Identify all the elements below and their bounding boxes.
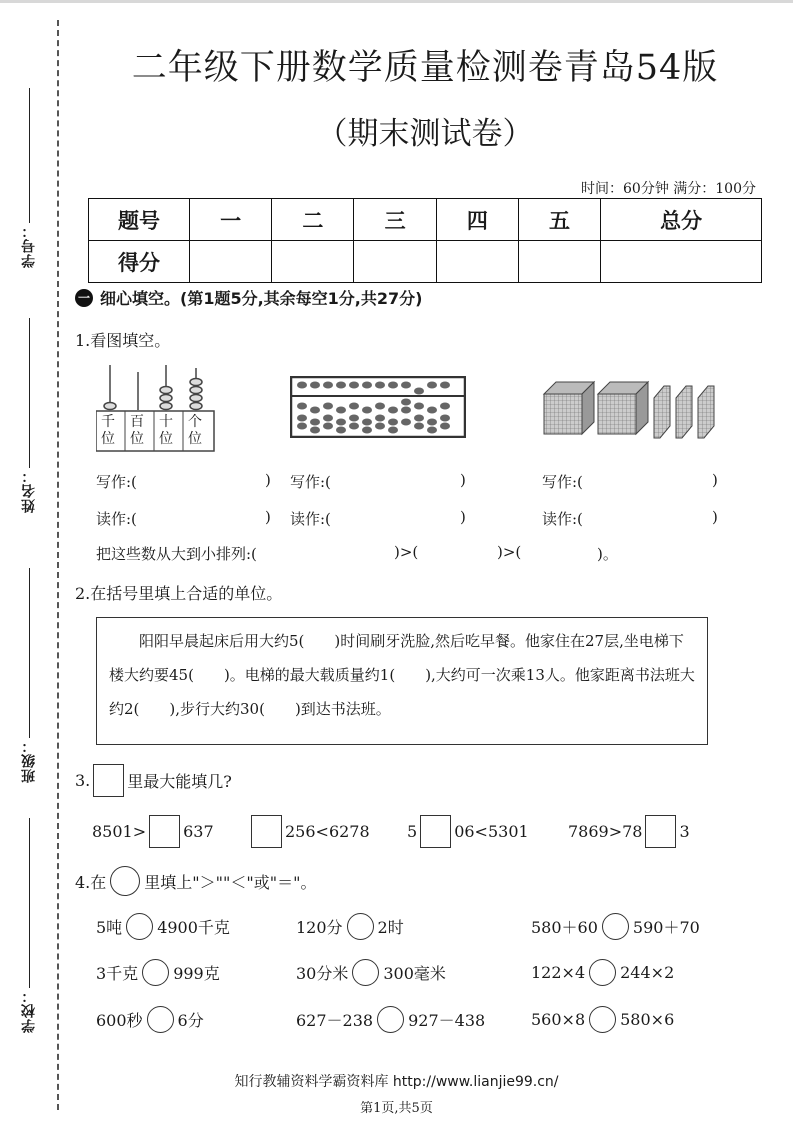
time-info: 时间：60分钟 满分：100分 [581, 181, 756, 197]
q4-r2-c1-left: 3千克 [96, 964, 139, 983]
score-table-score-row [89, 241, 762, 283]
q3-item-4-right: 3 [679, 822, 690, 841]
binding-dashed-line [57, 20, 59, 1110]
q4-r1-c1-right: 4900千克 [157, 918, 230, 937]
read-label-1: 读作:( [96, 510, 137, 528]
q4-title-text: 里填上"＞""＜"或"＝"。 [144, 872, 317, 892]
q4-r2-c3-right: 244×2 [620, 963, 675, 982]
q2-paragraph-box [96, 617, 708, 745]
score-table-header-label: 题号 [89, 199, 190, 241]
q3-title-text: 里最大能填几? [127, 772, 232, 791]
section-1-heading [75, 286, 422, 309]
q3-item-1 [92, 815, 214, 848]
score-col-3: 三 [354, 199, 436, 241]
score-cell-3[interactable] [354, 241, 436, 283]
write-close-2: ) [460, 471, 466, 489]
write-label-2: 写作:( [290, 473, 331, 491]
read-close-1: ) [265, 508, 271, 526]
q4-r2-c3-left: 122×4 [531, 963, 586, 982]
score-cell-5[interactable] [518, 241, 600, 283]
page-subtitle: （期末测试卷） [316, 116, 534, 152]
q4-r1-c2-left: 120分 [296, 918, 343, 937]
order-label: 把这些数从大到小排列:( [96, 545, 257, 563]
score-table-header-row [89, 199, 762, 241]
q3-item-1-right: 637 [183, 822, 214, 841]
q4-r3-c1-circle[interactable] [147, 1006, 174, 1033]
q4-r2-c2-right: 300毫米 [383, 964, 446, 983]
q3-title [75, 764, 232, 797]
q4-r2-c3-circle[interactable] [589, 959, 616, 986]
q4-r1-c2-circle[interactable] [347, 913, 374, 940]
score-col-total: 总分 [601, 199, 762, 241]
write-label-1: 写作:( [96, 473, 137, 491]
q4-r2-c2-left: 30分米 [296, 964, 349, 983]
write-close-3: ) [712, 471, 718, 489]
section-number-badge: 一 [75, 289, 93, 307]
q4-r1-c1-left: 5吨 [96, 918, 123, 937]
score-col-4: 四 [436, 199, 518, 241]
q4-r3-c1-left: 600秒 [96, 1011, 143, 1030]
q3-title-box [93, 764, 124, 797]
score-cell-4[interactable] [436, 241, 518, 283]
abacus-label-ones: 个位 [188, 414, 202, 447]
student-id-field [14, 88, 44, 268]
q3-number: 3. [75, 771, 91, 790]
score-row-label: 得分 [89, 241, 190, 283]
q4-r3-c3-left: 560×8 [531, 1010, 586, 1029]
q4-r3-c3 [531, 1006, 674, 1033]
write-label-3: 写作:( [542, 473, 583, 491]
q2-title: 2.在括号里填上合适的单位。 [75, 584, 283, 603]
q3-item-2 [248, 815, 370, 848]
q3-item-2-box[interactable] [251, 815, 282, 848]
q3-item-4-left: 7869>78 [568, 822, 643, 841]
q1-title: 1.看图填空。 [75, 331, 171, 350]
write-close-1: ) [265, 471, 271, 489]
q4-prefix: 4.在 [75, 872, 107, 892]
read-close-2: ) [460, 508, 466, 526]
q4-r1-c1 [96, 913, 230, 940]
q4-r2-c2 [296, 959, 446, 986]
footer-source: 知行教辅资料学霸资料库 http://www.lianjie99.cn/ [234, 1074, 559, 1090]
q3-item-3-box[interactable] [420, 815, 451, 848]
q3-item-3-left: 5 [407, 822, 418, 841]
q4-r2-c1-circle[interactable] [142, 959, 169, 986]
q4-r1-c3 [531, 913, 700, 940]
q4-r2-c1 [96, 959, 220, 986]
base-ten-blocks-figure [542, 380, 727, 440]
score-col-5: 五 [518, 199, 600, 241]
score-col-1: 一 [190, 199, 272, 241]
q4-r2-c1-right: 999克 [173, 964, 220, 983]
suanpan-figure [290, 376, 466, 438]
score-col-2: 二 [272, 199, 354, 241]
section-1-text: 细心填空。(第1题5分,其余每空1分,共27分) [100, 289, 423, 308]
q4-r1-c2 [296, 913, 404, 940]
class-blank[interactable] [29, 568, 30, 738]
school-blank[interactable] [29, 818, 30, 988]
q3-item-1-box[interactable] [149, 815, 180, 848]
q4-r2-c3 [531, 959, 674, 986]
footer-page-number: 第1页,共5页 [360, 1101, 433, 1116]
q4-r1-c2-right: 2时 [377, 918, 404, 937]
q3-item-3 [407, 815, 529, 848]
q4-r3-c2 [296, 1006, 485, 1033]
order-gt-1: )>( [394, 543, 419, 561]
q4-r3-c3-circle[interactable] [589, 1006, 616, 1033]
page-title: 二年级下册数学质量检测卷青岛54版 [131, 48, 719, 88]
q3-item-4 [568, 815, 690, 848]
q4-r1-c3-left: 580＋60 [531, 918, 598, 937]
score-cell-total[interactable] [601, 241, 762, 283]
q2-paragraph: 阳阳早晨起床后用大约5( )时间刷牙洗脸,然后吃早餐。他家住在27层,坐电梯下楼大约要45( )。电梯的最大载质量约1( ),大约可一次乘13人。他家距离书法班大约2( ),步行大约30( )到达书法班。 [109, 632, 695, 718]
class-label: 班级： [21, 738, 37, 783]
q4-r3-c1 [96, 1006, 204, 1033]
name-blank[interactable] [29, 318, 30, 468]
name-field [14, 318, 44, 513]
abacus-label-hundreds: 百位 [130, 414, 144, 447]
q3-item-4-box[interactable] [645, 815, 676, 848]
q3-item-2-right: 256<6278 [285, 822, 370, 841]
order-end: )。 [597, 545, 618, 563]
q4-r1-c3-right: 590＋70 [632, 918, 700, 937]
abacus-label-thousands: 千位 [101, 414, 115, 447]
q4-r3-c1-right: 6分 [177, 1011, 204, 1030]
top-rule [0, 0, 793, 3]
score-cell-2[interactable] [272, 241, 354, 283]
abacus-label-tens: 十位 [159, 414, 173, 447]
q4-r2-c2-circle[interactable] [352, 959, 379, 986]
q3-item-3-right: 06<5301 [454, 822, 529, 841]
q4-r1-c3-circle[interactable] [602, 913, 629, 940]
order-gt-2: )>( [497, 543, 522, 561]
class-field [14, 568, 44, 783]
read-close-3: ) [712, 508, 718, 526]
read-label-2: 读作:( [290, 510, 331, 528]
q4-r1-c1-circle[interactable] [126, 913, 153, 940]
score-table [88, 198, 762, 283]
q4-title [75, 866, 316, 896]
read-label-3: 读作:( [542, 510, 583, 528]
school-field [14, 818, 44, 1033]
student-id-blank[interactable] [29, 88, 30, 223]
name-label: 姓名： [21, 468, 37, 513]
score-cell-1[interactable] [190, 241, 272, 283]
q4-r3-c2-right: 927－438 [408, 1011, 486, 1030]
q4-r3-c2-left: 627－238 [296, 1011, 374, 1030]
q3-item-1-left: 8501> [92, 822, 147, 841]
student-id-label: 学号： [21, 223, 37, 268]
q4-title-circle [110, 866, 140, 896]
q4-r3-c2-circle[interactable] [377, 1006, 404, 1033]
school-label: 学校： [21, 988, 37, 1033]
q4-r3-c3-right: 580×6 [620, 1010, 675, 1029]
